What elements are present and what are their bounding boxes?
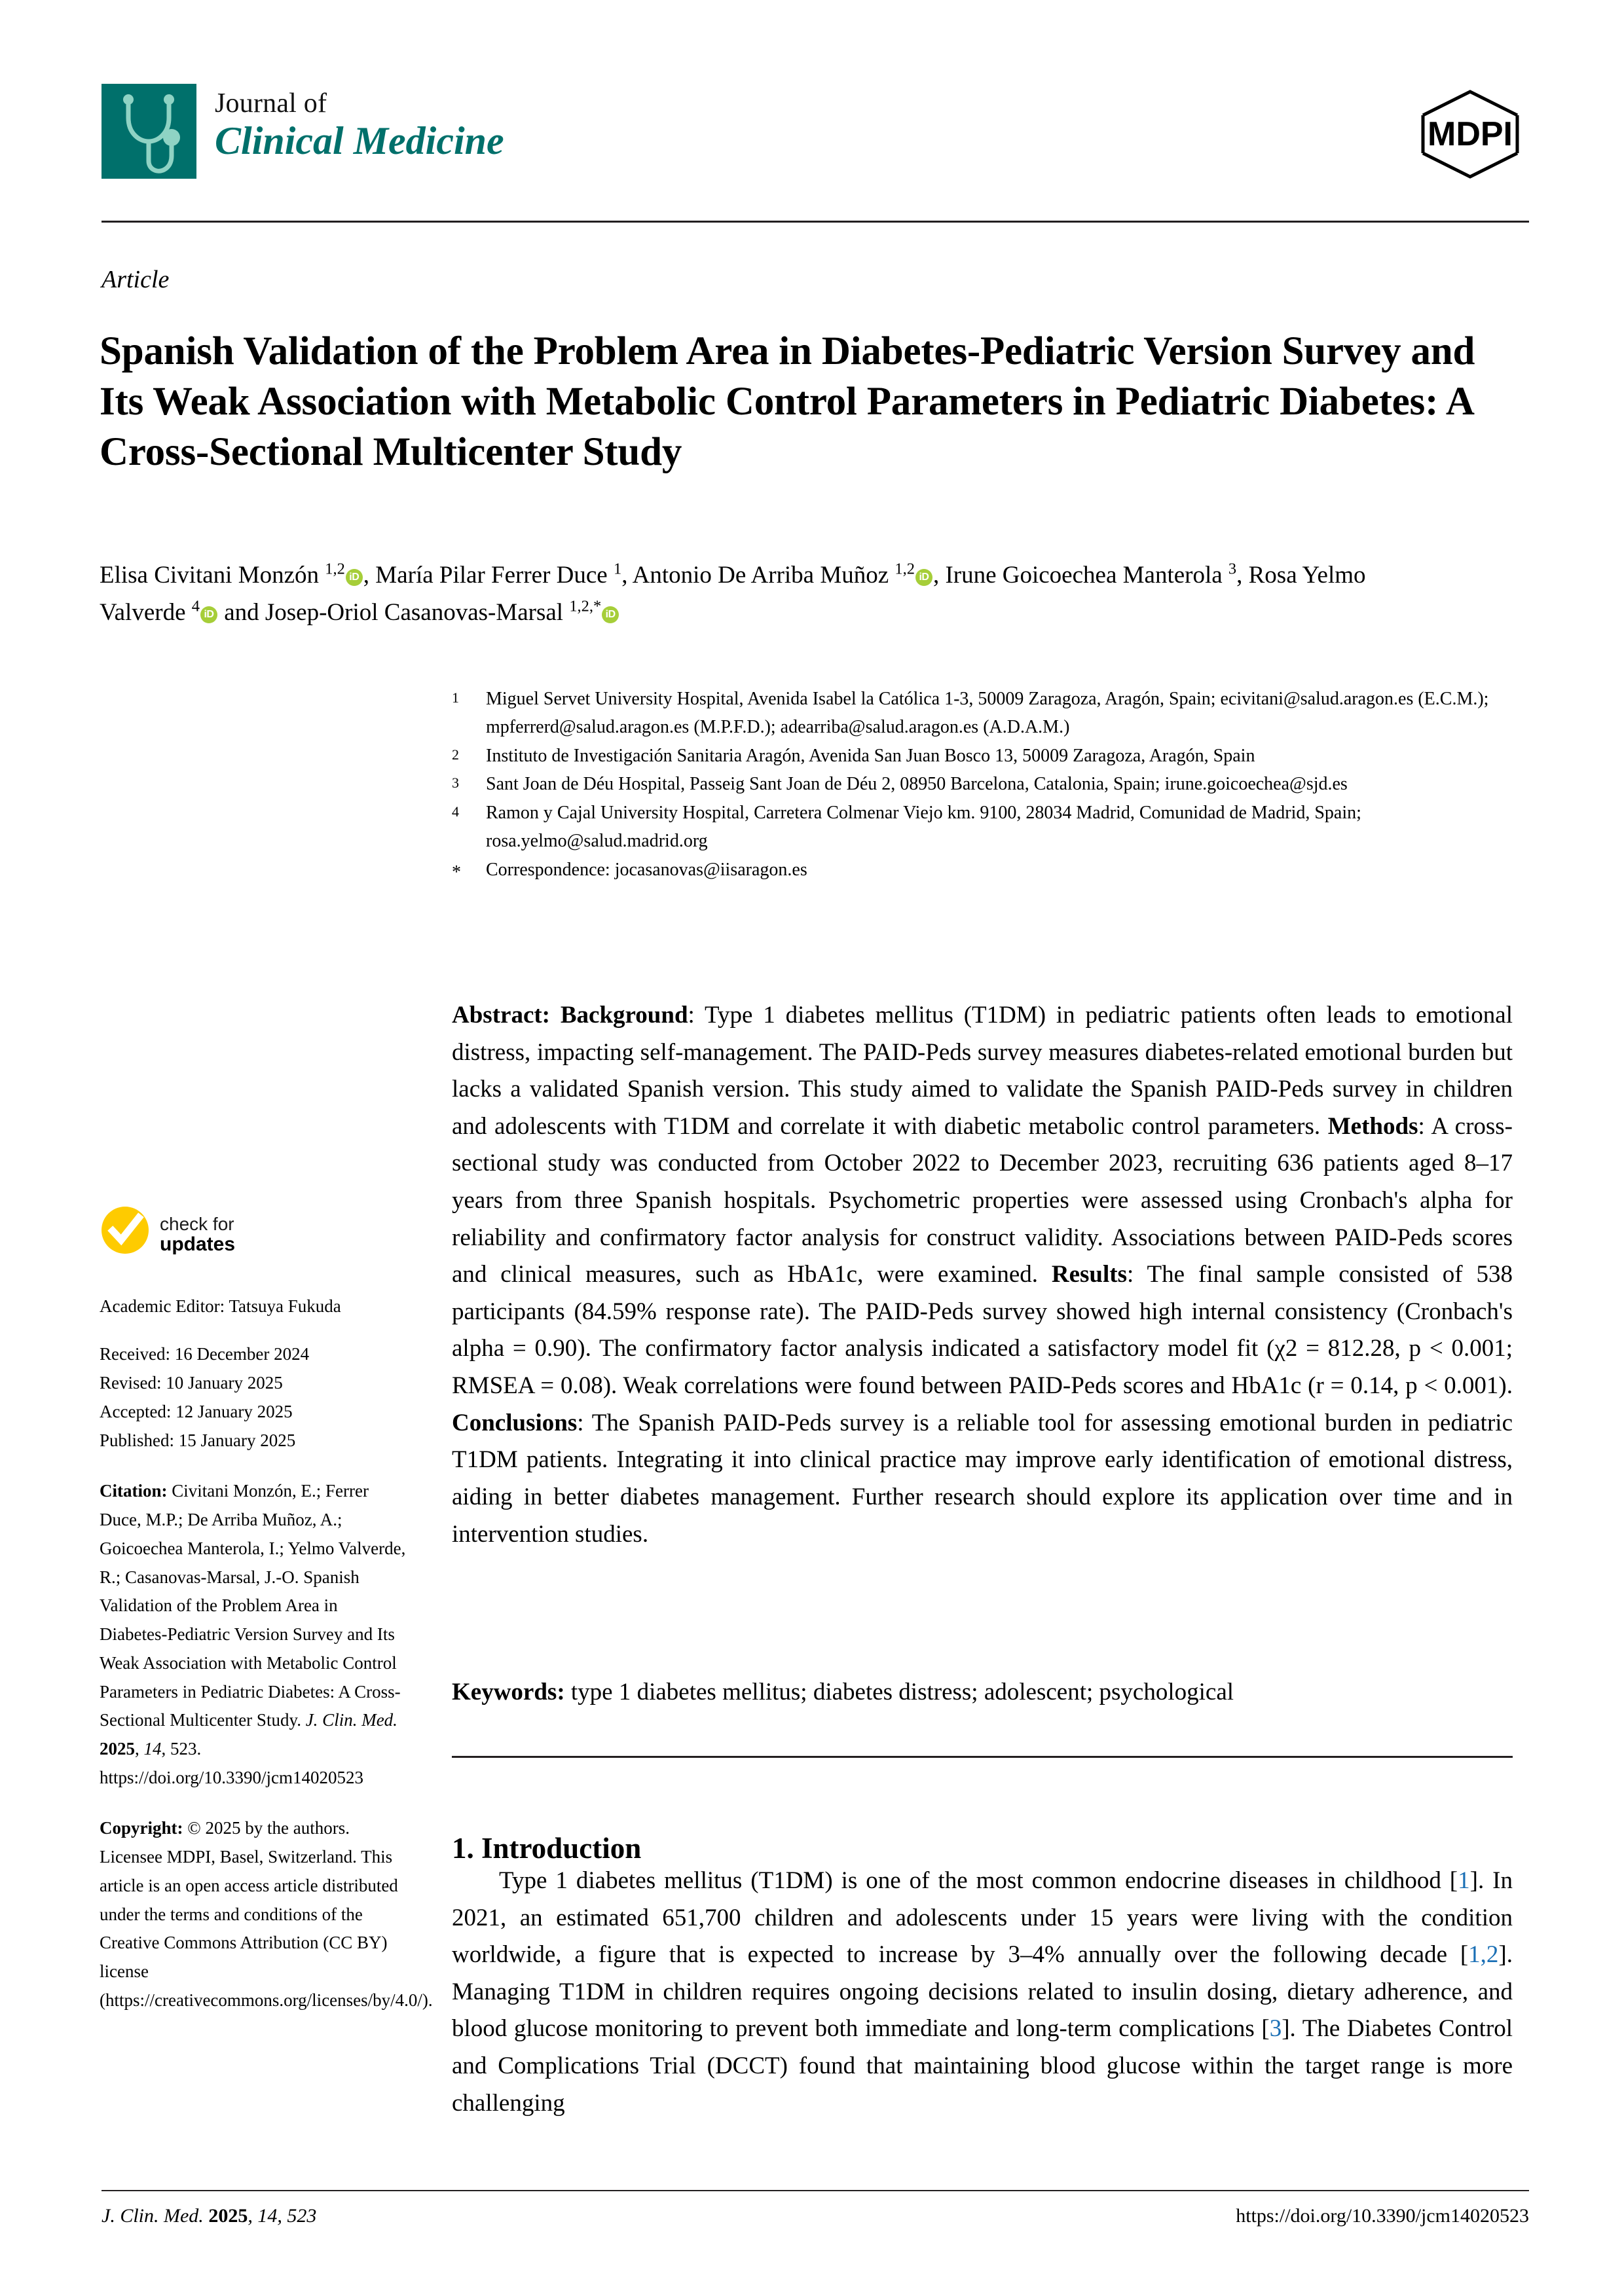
abstract-results-text: : The final sample consisted of 538 participants (84.59% response rate). The PAID-Peds survey showed high internal consistency (Cronbach's alpha = 0.90). The confirmatory factor analysis indicated a satisfactory model fit (χ2 = 812.28, p < 0.001; RMSEA = 0.08). Weak correlations were found between PAID-Peds scores and HbA1c (r = 0.14, p < 0.001). (452, 1261, 1513, 1400)
author-affil-mark: 1,2 (895, 560, 915, 578)
author-name: Elisa Civitani Monzón (100, 562, 325, 589)
affiliation-list (452, 685, 1513, 888)
affiliation-text: Instituto de Investigación Sanitaria Aragón, Avenida San Juan Bosco 13, 50009 Zaragoza, Aragón, Spain (486, 745, 1255, 766)
footer-year: 2025 (208, 2205, 248, 2227)
checkmark-icon (100, 1205, 151, 1265)
introduction-paragraph (452, 1863, 1513, 2122)
date-published: Published: 15 January 2025 (100, 1430, 296, 1450)
author-affil-mark: 1 (613, 560, 622, 578)
abstract-methods-label: Methods (1327, 1112, 1418, 1140)
citation-year: 2025 (100, 1739, 135, 1759)
citation-ref-1[interactable]: 1 (1458, 1867, 1470, 1894)
check-for-updates-text (160, 1214, 235, 1254)
intro-text: Type 1 diabetes mellitus (T1DM) is one of the most common endocrine diseases in childhood [ (499, 1867, 1458, 1894)
affiliation-item (452, 771, 1513, 799)
academic-editor: Academic Editor: Tatsuya Fukuda (100, 1296, 341, 1316)
footer-citation (101, 2205, 316, 2227)
stethoscope-icon (101, 84, 196, 179)
journal-prefix: Journal of (215, 88, 327, 118)
abstract-label: Abstract: (452, 1002, 551, 1029)
intro-text: ]. The Diabetes Control and Complications Trial (DCCT) found that maintaining blood glucose within the target range is more challenging (452, 2015, 1513, 2117)
check-for-updates-line1: check for (160, 1214, 234, 1235)
affiliation-item (452, 799, 1513, 856)
correspondence-mark: * (452, 862, 461, 883)
svg-text:MDPI: MDPI (1428, 115, 1513, 153)
date-accepted: Accepted: 12 January 2025 (100, 1401, 293, 1421)
keywords-divider (452, 1756, 1513, 1758)
affiliation-text: Ramon y Cajal University Hospital, Carretera Colmenar Viejo km. 9100, 28034 Madrid, Comunidad de Madrid, Spain; rosa.yelmo@salud.madrid.org (486, 803, 1361, 852)
section-heading-introduction: 1. Introduction (452, 1832, 642, 1865)
citation-volume: 14 (143, 1739, 162, 1759)
intro-text: ]. In 2021, an estimated 651,700 children and adolescents under 15 years were living with the condition worldwide, a figure that is expected to increase by 3–4% annually over the following decade [ (452, 1867, 1513, 1969)
abstract-methods-text: : A cross-sectional study was conducted from October 2022 to December 2023, recruiting 636 patients aged 8–17 years from three Spanish hospitals. Psychometric properties were assessed using Cronbach's alpha for reliability and confirmatory factor analysis for construct validity. Associations between PAID-Peds scores and clinical measures, such as HbA1c, were examined. (452, 1112, 1513, 1288)
citation-ref-3[interactable]: 3 (1269, 2015, 1282, 2043)
abstract (452, 997, 1513, 1553)
orcid-icon[interactable]: iD (915, 569, 932, 586)
affiliation-mark: 4 (452, 803, 459, 820)
abstract-conclusions-label: Conclusions (452, 1409, 578, 1436)
date-received: Received: 16 December 2024 (100, 1344, 310, 1364)
keywords (452, 1674, 1513, 1711)
keywords-label: Keywords: (452, 1679, 565, 1705)
intro-text: ]. Managing T1DM in children requires ongoing decisions related to insulin dosing, dietary adherence, and blood glucose monitoring to prevent both immediate and long-term complications [ (452, 1941, 1513, 2043)
affiliation-item (452, 742, 1513, 771)
copyright-label: Copyright: (100, 1818, 183, 1838)
author-affil-mark: 4 (191, 598, 200, 616)
keywords-text: type 1 diabetes mellitus; diabetes distress; adolescent; psychological (564, 1679, 1234, 1705)
citation-pages: , 523. (161, 1739, 202, 1759)
author-name: Manterola (1122, 562, 1228, 589)
affiliation-mark: 1 (452, 689, 459, 706)
masthead (101, 84, 1529, 198)
author-name: , Irune Goicoechea (932, 562, 1117, 589)
citation-text: Civitani Monzón, E.; Ferrer Duce, M.P.; De Arriba Muñoz, A.; Goicoechea Manterola, I.; Yelmo Valverde, R.; Casanovas-Marsal, J.-O. Spanish Validation of the Problem Area in Diabetes-Pediatric Version Survey and Its Weak Association with Metabolic Control Parameters in Pediatric Diabetes: A Cross-Sectional Multicenter Study. (100, 1481, 406, 1730)
citation-label: Citation: (100, 1481, 168, 1501)
abstract-background-text: : Type 1 diabetes mellitus (T1DM) in pediatric patients often leads to emotional distress, impacting self-management. The PAID-Peds survey measures diabetes-related emotional burden but lacks a validated Spanish version. This study aimed to validate the Spanish PAID-Peds survey in children and adolescents with T1DM and correlate it with diabetic metabolic control parameters. (452, 1002, 1513, 1140)
publication-dates (100, 1340, 407, 1455)
footer-volume-page: , 14, 523 (248, 2205, 317, 2227)
author-affil-mark: 3 (1228, 560, 1237, 578)
copyright-text: © 2025 by the authors. Licensee MDPI, Basel, Switzerland. This article is an open access article distributed under the terms and conditions of the Creative Commons Attribution (CC BY) license (https://creativecommons.org/licenses/by/4.0/). (100, 1818, 433, 2010)
abstract-results-label: Results (1051, 1261, 1128, 1288)
check-for-updates-badge[interactable] (100, 1205, 407, 1265)
author-name: and Josep-Oriol Casanovas-Marsal (217, 599, 570, 627)
header-divider (101, 221, 1529, 223)
author-name: , Antonio De Arriba Muñoz (621, 562, 895, 589)
affiliation-text: Sant Joan de Déu Hospital, Passeig Sant Joan de Déu 2, 08950 Barcelona, Catalonia, Spain; irune.goicoechea@sjd.es (486, 774, 1348, 795)
copyright-block (100, 1814, 433, 2014)
correspondence-item (452, 856, 1513, 887)
citation-journal: J. Clin. Med. (305, 1710, 397, 1730)
footer-doi[interactable]: https://doi.org/10.3390/jcm14020523 (1236, 2205, 1529, 2227)
check-for-updates-line2: updates (160, 1233, 236, 1255)
citation-ref-1-2[interactable]: 1,2 (1468, 1941, 1499, 1969)
orcid-icon[interactable]: iD (200, 606, 217, 623)
page-title: Spanish Validation of the Problem Area in Diabetes-Pediatric Version Survey and Its Weak Association with Metabolic Control Parameters in Pediatric Diabetes: A Cross-Sectional Multicenter Study (100, 329, 1475, 474)
citation-block: Citation: Civitani Monzón, E.; Ferrer Duce, M.P.; De Arriba Muñoz, A.; Goicoechea Manterola, I.; Yelmo Valverde, R.; Casanovas-Marsal, J.-O. Spanish Validation of the Problem Area in Diabetes-Pediatric Version Survey and Its Weak Association with Metabolic Control Parameters in Pediatric Diabetes: A Cross-Sectional Multicenter Study. J. Clin. Med. 2025, 14, 523. https://doi.org/10.3390/jcm14020523 (100, 1481, 406, 1787)
abstract-background-label: Background (560, 1002, 688, 1029)
date-revised: Revised: 10 January 2025 (100, 1373, 283, 1393)
mdpi-logo (1411, 85, 1529, 183)
author-list (100, 556, 1455, 632)
citation-doi-link[interactable]: https://doi.org/10.3390/jcm14020523 (100, 1767, 364, 1787)
introduction-body (452, 1863, 1513, 2122)
affiliation-text: Miguel Servet University Hospital, Avenida Isabel la Católica 1-3, 50009 Zaragoza, Aragón, Spain; ecivitani@salud.aragon.es (E.C.M.); mpferrerd@salud.aragon.es (M.P.F.D.); adearriba@salud.aragon.es (A.D.A.M.) (486, 689, 1489, 737)
affiliation-mark: 3 (452, 774, 459, 792)
article-type-label: Article (101, 266, 170, 293)
author-name: , María Pilar Ferrer Duce (363, 562, 614, 589)
correspondence-text: Correspondence: jocasanovas@iisaragon.es (486, 859, 807, 880)
abstract-conclusions-text: : The Spanish PAID-Peds survey is a reliable tool for assessing emotional burden in pediatric T1DM patients. Integrating it into clinical practice may improve early identification of emotional distress, aiding in better diabetes management. Further research should explore its application over time and in intervention studies. (452, 1409, 1513, 1548)
journal-logo-text (215, 84, 504, 162)
journal-name: Clinical Medicine (215, 119, 504, 163)
affiliation-mark: 2 (452, 746, 459, 763)
footer-journal: J. Clin. Med. (101, 2205, 204, 2227)
footer-divider (101, 2190, 1529, 2191)
author-affil-mark: 1,2 (325, 560, 345, 578)
author-name: , Rosa Yelmo Valverde (100, 562, 1366, 627)
sidebar (100, 1205, 433, 2037)
orcid-icon[interactable]: iD (602, 606, 619, 623)
affiliation-item (452, 685, 1513, 742)
orcid-icon[interactable]: iD (346, 569, 363, 586)
journal-logo (101, 84, 504, 179)
author-affil-mark: 1,2,* (569, 598, 602, 616)
